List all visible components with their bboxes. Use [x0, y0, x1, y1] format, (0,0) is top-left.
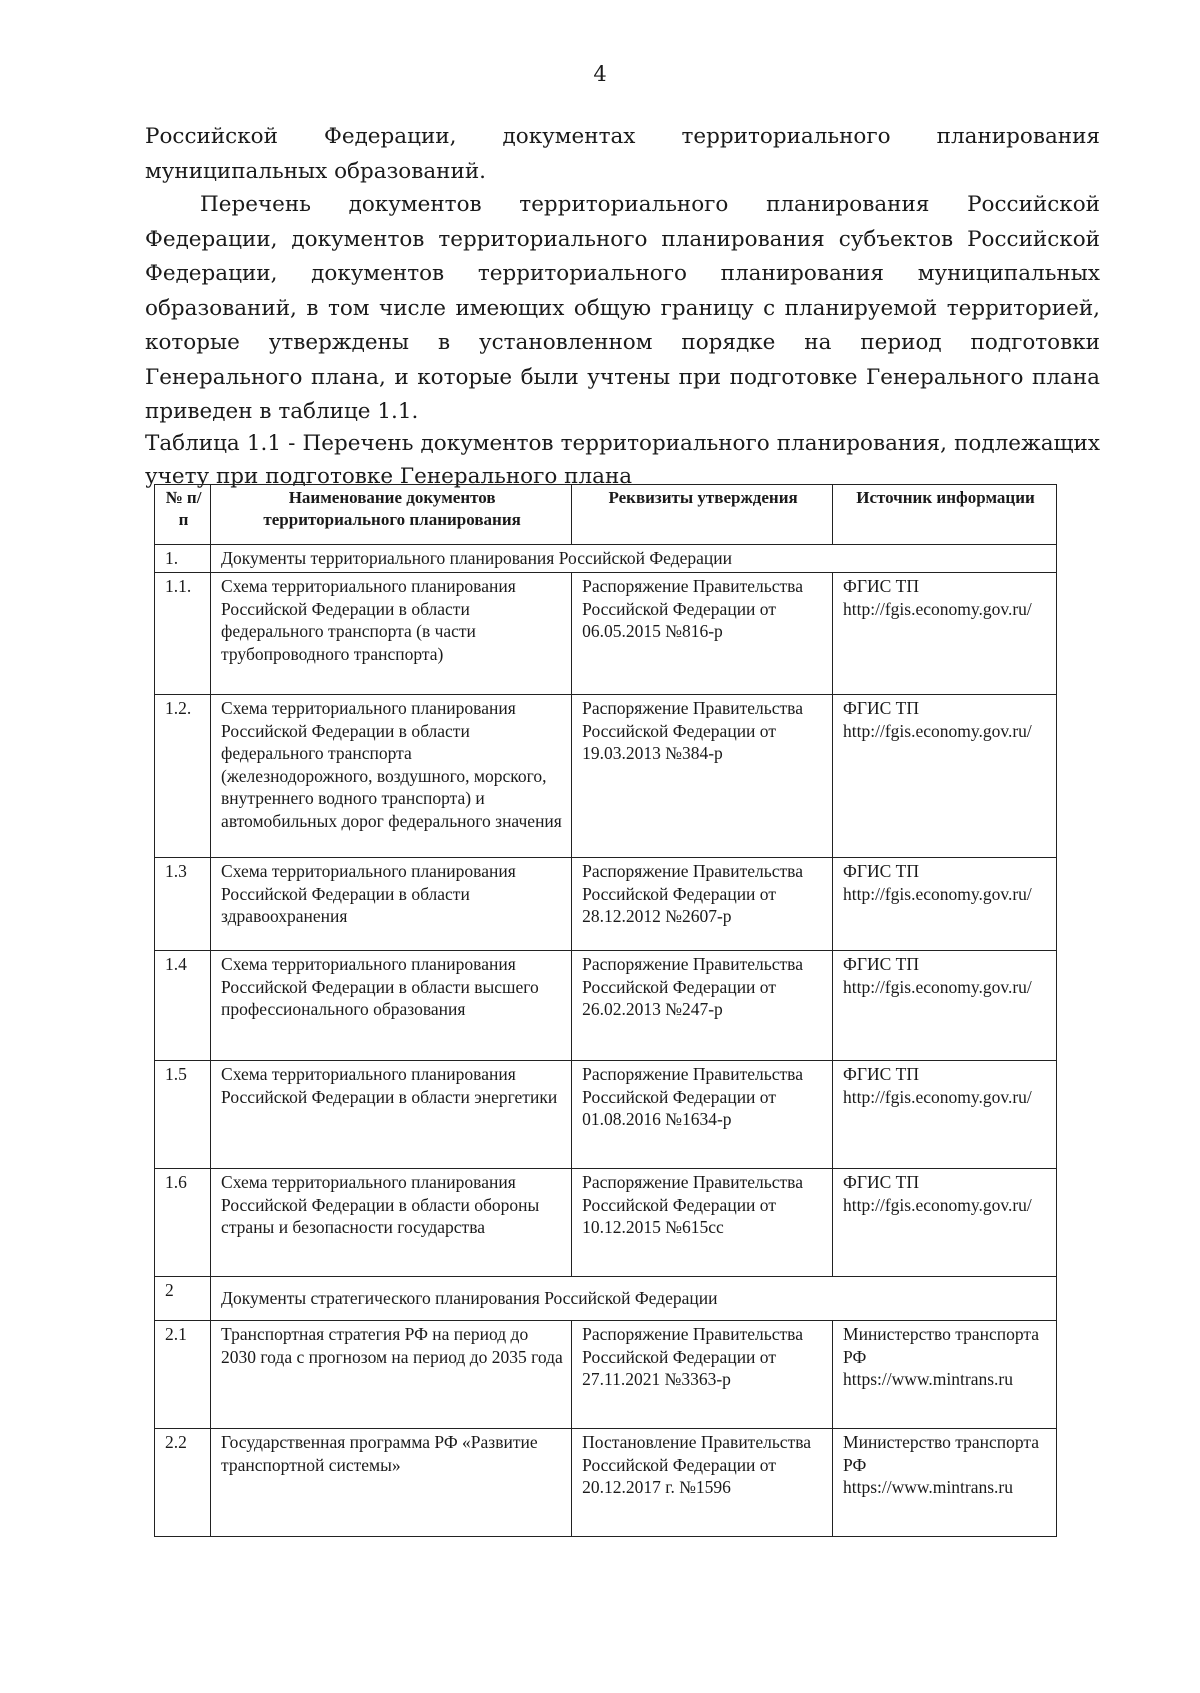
source-name: ФГИС ТП [843, 861, 919, 881]
row-requisites: Распоряжение Правительства Российской Федерации от 27.11.2021 №3363-р [572, 1321, 833, 1429]
source-name: ФГИС ТП [843, 1064, 919, 1084]
row-name: Схема территориального планирования Российской Федерации в области федерального транспорта (в части трубопроводного транспорта) [211, 573, 572, 695]
table-row [155, 858, 1057, 951]
row-requisites: Распоряжение Правительства Российской Федерации от 26.02.2013 №247-р [572, 951, 833, 1061]
row-num: 1.2. [155, 695, 211, 858]
section-num: 1. [155, 545, 211, 573]
section-row [155, 1277, 1057, 1321]
table-row [155, 951, 1057, 1061]
row-num: 2.1 [155, 1321, 211, 1429]
row-source [833, 1061, 1057, 1169]
row-source [833, 1321, 1057, 1429]
row-name: Схема территориального планирования Российской Федерации в области энергетики [211, 1061, 572, 1169]
table-caption: Таблица 1.1 - Перечень документов территориального планирования, подлежащих учету при подготовке Генерального плана [145, 431, 1100, 489]
row-source [833, 1169, 1057, 1277]
source-link[interactable]: https://www.mintrans.ru [843, 1477, 1013, 1497]
row-requisites: Распоряжение Правительства Российской Федерации от 01.08.2016 №1634-р [572, 1061, 833, 1169]
row-requisites: Распоряжение Правительства Российской Федерации от 19.03.2013 №384-р [572, 695, 833, 858]
section-num: 2 [155, 1277, 211, 1321]
paragraph-list-description: Перечень документов территориального планирования Российской Федерации, документов территориального планирования субъектов Российской Федерации, документов территориального планирования муниципальных образований, в том числе имеющих общую границу с планируемой территорией, которые утверждены в установленном порядке на период подготовки Генерального плана, и которые были учтены при подготовке Генерального плана приведен в таблице 1.1. [145, 192, 1100, 424]
header-requisites: Реквизиты утверждения [572, 485, 833, 545]
table-header-row [155, 485, 1057, 545]
source-name: ФГИС ТП [843, 576, 919, 596]
row-requisites: Распоряжение Правительства Российской Федерации от 28.12.2012 №2607-р [572, 858, 833, 951]
section-row [155, 545, 1057, 573]
table-row [155, 1321, 1057, 1429]
table-row [155, 1061, 1057, 1169]
source-name: Министерство транспорта РФ [843, 1432, 1040, 1475]
section-title: Документы стратегического планирования Российской Федерации [211, 1277, 1057, 1321]
source-link[interactable]: http://fgis.economy.gov.ru/ [843, 1086, 1032, 1107]
source-name: Министерство транспорта РФ [843, 1324, 1040, 1367]
source-name: ФГИС ТП [843, 698, 919, 718]
section-title: Документы территориального планирования Российской Федерации [211, 545, 1057, 573]
row-source [833, 573, 1057, 695]
source-link[interactable]: http://fgis.economy.gov.ru/ [843, 720, 1032, 741]
row-source [833, 1429, 1057, 1537]
source-link[interactable]: http://fgis.economy.gov.ru/ [843, 883, 1032, 904]
row-name: Схема территориального планирования Российской Федерации в области федерального транспорта (железнодорожного, воздушного, морского, внутреннего водного транспорта) и автомобильных дорог федерального значения [211, 695, 572, 858]
row-requisites: Распоряжение Правительства Российской Федерации от 06.05.2015 №816-р [572, 573, 833, 695]
row-num: 1.1. [155, 573, 211, 695]
source-name: ФГИС ТП [843, 954, 919, 974]
row-requisites: Распоряжение Правительства Российской Федерации от 10.12.2015 №615сс [572, 1169, 833, 1277]
row-num: 2.2 [155, 1429, 211, 1537]
row-name: Транспортная стратегия РФ на период до 2030 года с прогнозом на период до 2035 года [211, 1321, 572, 1429]
row-name: Схема территориального планирования Российской Федерации в области высшего профессионального образования [211, 951, 572, 1061]
row-num: 1.4 [155, 951, 211, 1061]
paragraph-intro: Российской Федерации, документах территориального планирования муниципальных образований. [145, 124, 1100, 184]
row-source [833, 695, 1057, 858]
header-source: Источник информации [833, 485, 1057, 545]
source-link[interactable]: https://www.mintrans.ru [843, 1369, 1013, 1389]
row-name: Схема территориального планирования Российской Федерации в области обороны страны и безопасности государства [211, 1169, 572, 1277]
table-row [155, 695, 1057, 858]
source-name: ФГИС ТП [843, 1172, 919, 1192]
header-name: Наименование документов территориального планирования [211, 485, 572, 545]
table-row [155, 573, 1057, 695]
row-source [833, 951, 1057, 1061]
planning-documents-table [154, 484, 1057, 1537]
row-name: Схема территориального планирования Российской Федерации в области здравоохранения [211, 858, 572, 951]
row-name: Государственная программа РФ «Развитие транспортной системы» [211, 1429, 572, 1537]
source-link[interactable]: http://fgis.economy.gov.ru/ [843, 1194, 1032, 1215]
row-requisites: Постановление Правительства Российской Федерации от 20.12.2017 г. №1596 [572, 1429, 833, 1537]
table-row [155, 1169, 1057, 1277]
page-number: 4 [593, 62, 607, 86]
source-link[interactable]: http://fgis.economy.gov.ru/ [843, 976, 1032, 997]
row-num: 1.5 [155, 1061, 211, 1169]
header-num: № п/п [155, 485, 211, 545]
row-source [833, 858, 1057, 951]
row-num: 1.3 [155, 858, 211, 951]
source-link[interactable]: http://fgis.economy.gov.ru/ [843, 598, 1032, 619]
table-row [155, 1429, 1057, 1537]
row-num: 1.6 [155, 1169, 211, 1277]
